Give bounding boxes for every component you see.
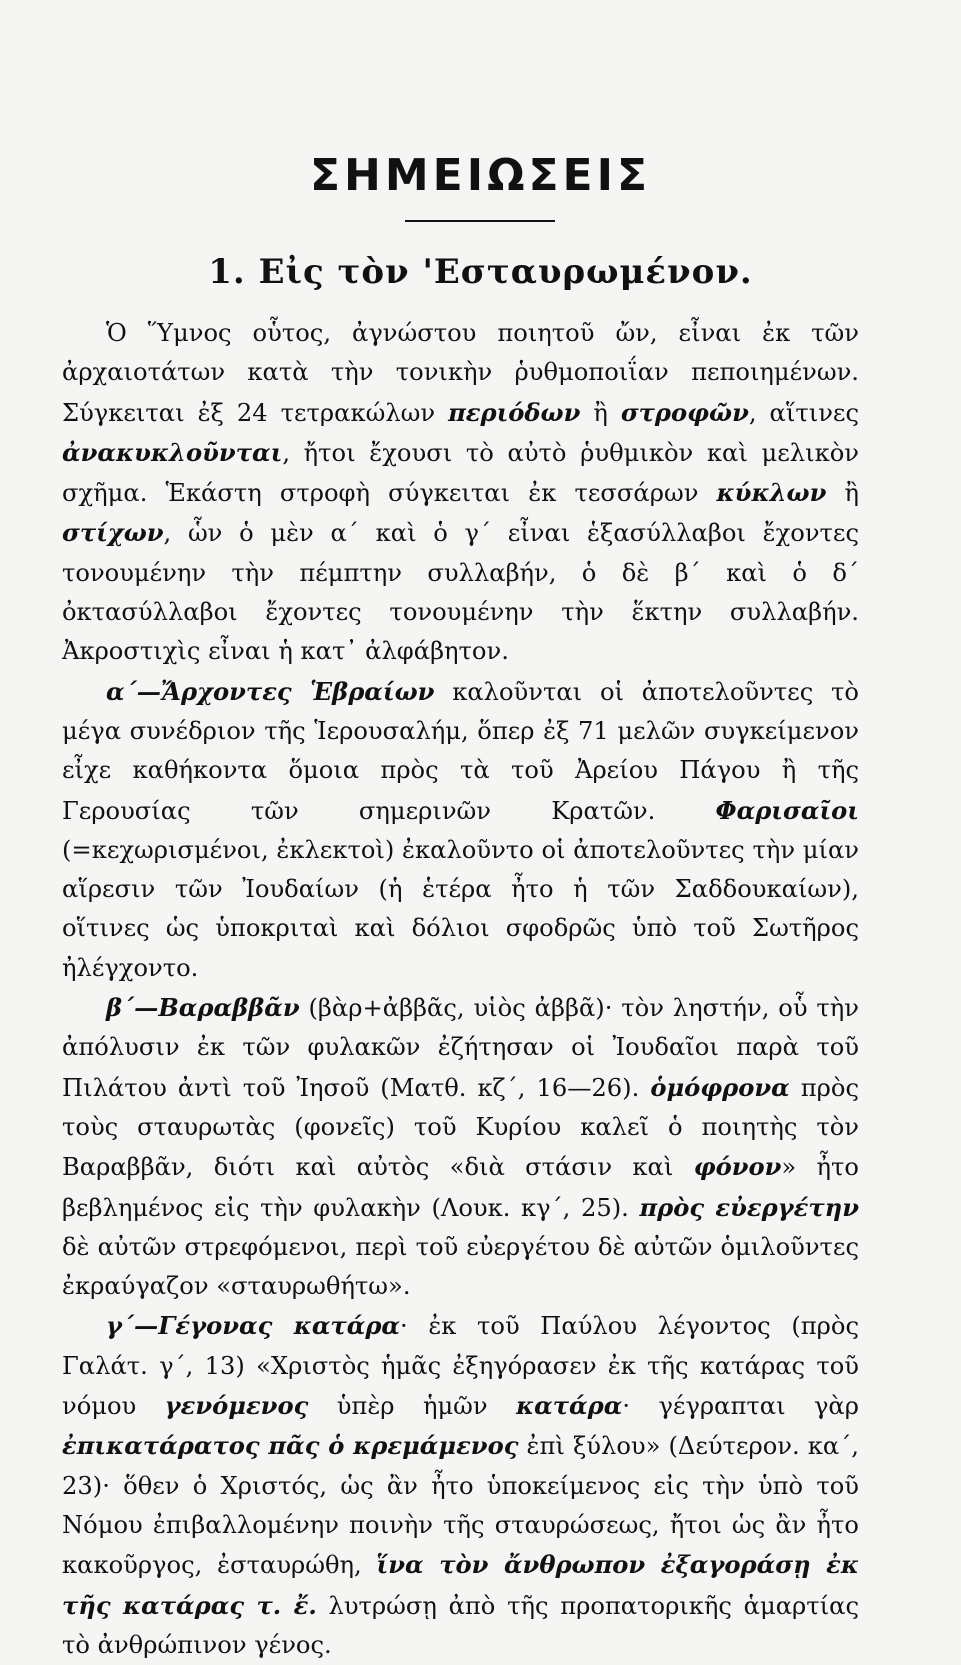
emphasized-term: α´—Ἄρχοντες Ἑβραίων: [106, 676, 435, 706]
section-heading: [0, 252, 961, 292]
text-run: ἢ: [826, 479, 859, 508]
text-run: λυτρώσῃ ἀπὸ τῆς προπατορικῆς ἁμαρτίας τὸ ἀνθρώπινον γένος.: [62, 1591, 859, 1659]
text-run: (=κεχωρισμένοι, ἐκλεκτοὶ) ἐκαλοῦντο οἱ ἀποτελοῦντες τὴν μίαν αἵρεσιν τῶν Ἰουδαίων (ἡ ἑτέρα ἦτο ἡ τῶν Σαδδουκαίων), οἵτινες ὡς ὑποκριταὶ καὶ δόλιοι σφοδρῶς ὑπὸ τοῦ Σωτῆρος ἠλέγχοντο.: [62, 835, 859, 982]
emphasized-term: φόνον: [693, 1152, 782, 1182]
text-run: καλοῦνται οἱ ἀποτελοῦντες τὸ μέγα συνέδριον τῆς Ἱερουσαλήμ, ὅπερ ἐξ 71 μελῶν συγκείμενον εἶχε καθήκοντα ὅμοια πρὸς τὰ τοῦ Ἀρείου Πάγου ἢ τῆς Γερουσίας τῶν σημερινῶν Κρατῶν.: [62, 677, 859, 825]
text-run: » ἦτο βεβλημένος εἰς τὴν φυλακὴν (Λουκ. κγ´, 25).: [62, 1153, 859, 1222]
emphasized-term: ἀνακυκλοῦνται: [62, 437, 283, 467]
emphasized-term: Φαρισαῖοι: [715, 795, 859, 825]
text-run: ὑπὲρ ἡμῶν: [308, 1392, 517, 1421]
text-run: πρὸς τοὺς σταυρωτὰς (φονεῖς) τοῦ Κυρίου καλεῖ ὁ ποιητὴς τὸν Βαραββᾶν, διότι καὶ αὐτὸς «διὰ στάσιν καὶ: [62, 1073, 859, 1182]
notes-body: [62, 314, 859, 1665]
text-run: , ὧν ὁ μὲν α´ καὶ ὁ γ´ εἶναι ἑξασύλλαβοι ἔχοντες τονουμένην τὴν πέμπτην συλλαβήν, ὁ δὲ β´ καὶ ὁ δ´ ὀκτασύλλαβοι ἔχοντες τονουμένην τὴν ἕκτην συλλαβήν. Ἀκροστιχὶς εἶναι ἡ κατ᾽ ἀλφάβητον.: [62, 519, 859, 666]
text-run: ἢ: [580, 398, 621, 427]
emphasized-term: ἐπικατάρατος πᾶς ὁ κρεμάμενος: [62, 1431, 519, 1461]
text-run: δὲ αὐτῶν στρεφόμενοι, περὶ τοῦ εὐεργέτου δὲ αὐτῶν ὁμιλοῦντες ἐκραύγαζον «σταυρωθήτω».: [62, 1232, 859, 1301]
text-run: · ἐκ τοῦ Παύλου λέγοντος (πρὸς Γαλάτ. γ´, 13) «Χριστὸς ἡμᾶς ἐξηγόρασεν ἐκ τῆς κατάρας τοῦ νόμου: [62, 1312, 859, 1421]
emphasized-term: γενόμενος: [164, 1391, 309, 1421]
text-run: ἐπὶ ξύλου» (Δεύτερον. κα´, 23)· ὅθεν ὁ Χριστός, ὡς ἂν ἦτο ὑποκείμενος εἰς τὴν ὑπὸ τοῦ Νόμου ἐπιβαλλομένην ποινὴν τῆς σταυρώσεως, ἤτοι ὡς ἂν ἦτο κακοῦργος, ἐσταυρώθη,: [62, 1432, 859, 1580]
title-divider: [405, 220, 555, 222]
emphasized-term: στροφῶν: [620, 397, 749, 427]
emphasized-term: κατάρα: [516, 1391, 623, 1421]
emphasized-term: στίχων: [62, 518, 164, 548]
emphasized-term: β´—Βαραββᾶν: [106, 993, 300, 1023]
text-run: Ὁ Ὕμνος οὗτος, ἀγνώστου ποιητοῦ ὤν, εἶναι ἐκ τῶν ἀρχαιοτάτων κατὰ τὴν τονικὴν ῥυθμοποιΐαν πεποιημένων. Σύγκειται ἐξ 24 τετρακώλων: [62, 319, 859, 427]
emphasized-term: ὁμόφρονα: [650, 1072, 790, 1102]
text-run: · γέγραπται γὰρ: [622, 1392, 859, 1421]
emphasized-term: κύκλων: [716, 478, 827, 508]
section-number: 1.: [208, 252, 246, 292]
emphasized-term: πρὸς εὐεργέτην: [639, 1192, 859, 1222]
paragraph: [62, 1306, 859, 1665]
paragraph: [62, 672, 859, 988]
paragraph: [62, 314, 859, 672]
text-run: , αἵτινες: [748, 398, 859, 427]
text-run: , ἤτοι ἔχουσι τὸ αὐτὸ ῥυθμικὸν καὶ μελικὸν σχῆμα. Ἑκάστη στροφὴ σύγκειται ἐκ τεσσάρων: [62, 438, 859, 508]
page-title: ΣΗΜΕΙΩΣΕΙΣ: [309, 150, 652, 201]
emphasized-term: γ´—Γέγονας κατάρα: [106, 1311, 401, 1341]
text-run: (βὰρ+ἀββᾶς, υἱὸς ἀββᾶ)· τὸν ληστήν, οὗ τὴν ἀπόλυσιν ἐκ τῶν φυλακῶν ἐζήτησαν οἱ Ἰουδαῖοι παρὰ τοῦ Πιλάτου ἀντὶ τοῦ Ἰησοῦ (Ματθ. κζ´, 16—26).: [62, 994, 859, 1102]
emphasized-term: περιόδων: [448, 397, 581, 427]
section-title: Εἰς τὸν 'Εσταυρωμένον.: [258, 252, 753, 292]
emphasized-term: ἵνα τὸν ἄνθρωπον ἐξαγοράσῃ ἐκ τῆς κατάρας τ. ἔ.: [62, 1550, 859, 1620]
paragraph: [62, 988, 859, 1306]
